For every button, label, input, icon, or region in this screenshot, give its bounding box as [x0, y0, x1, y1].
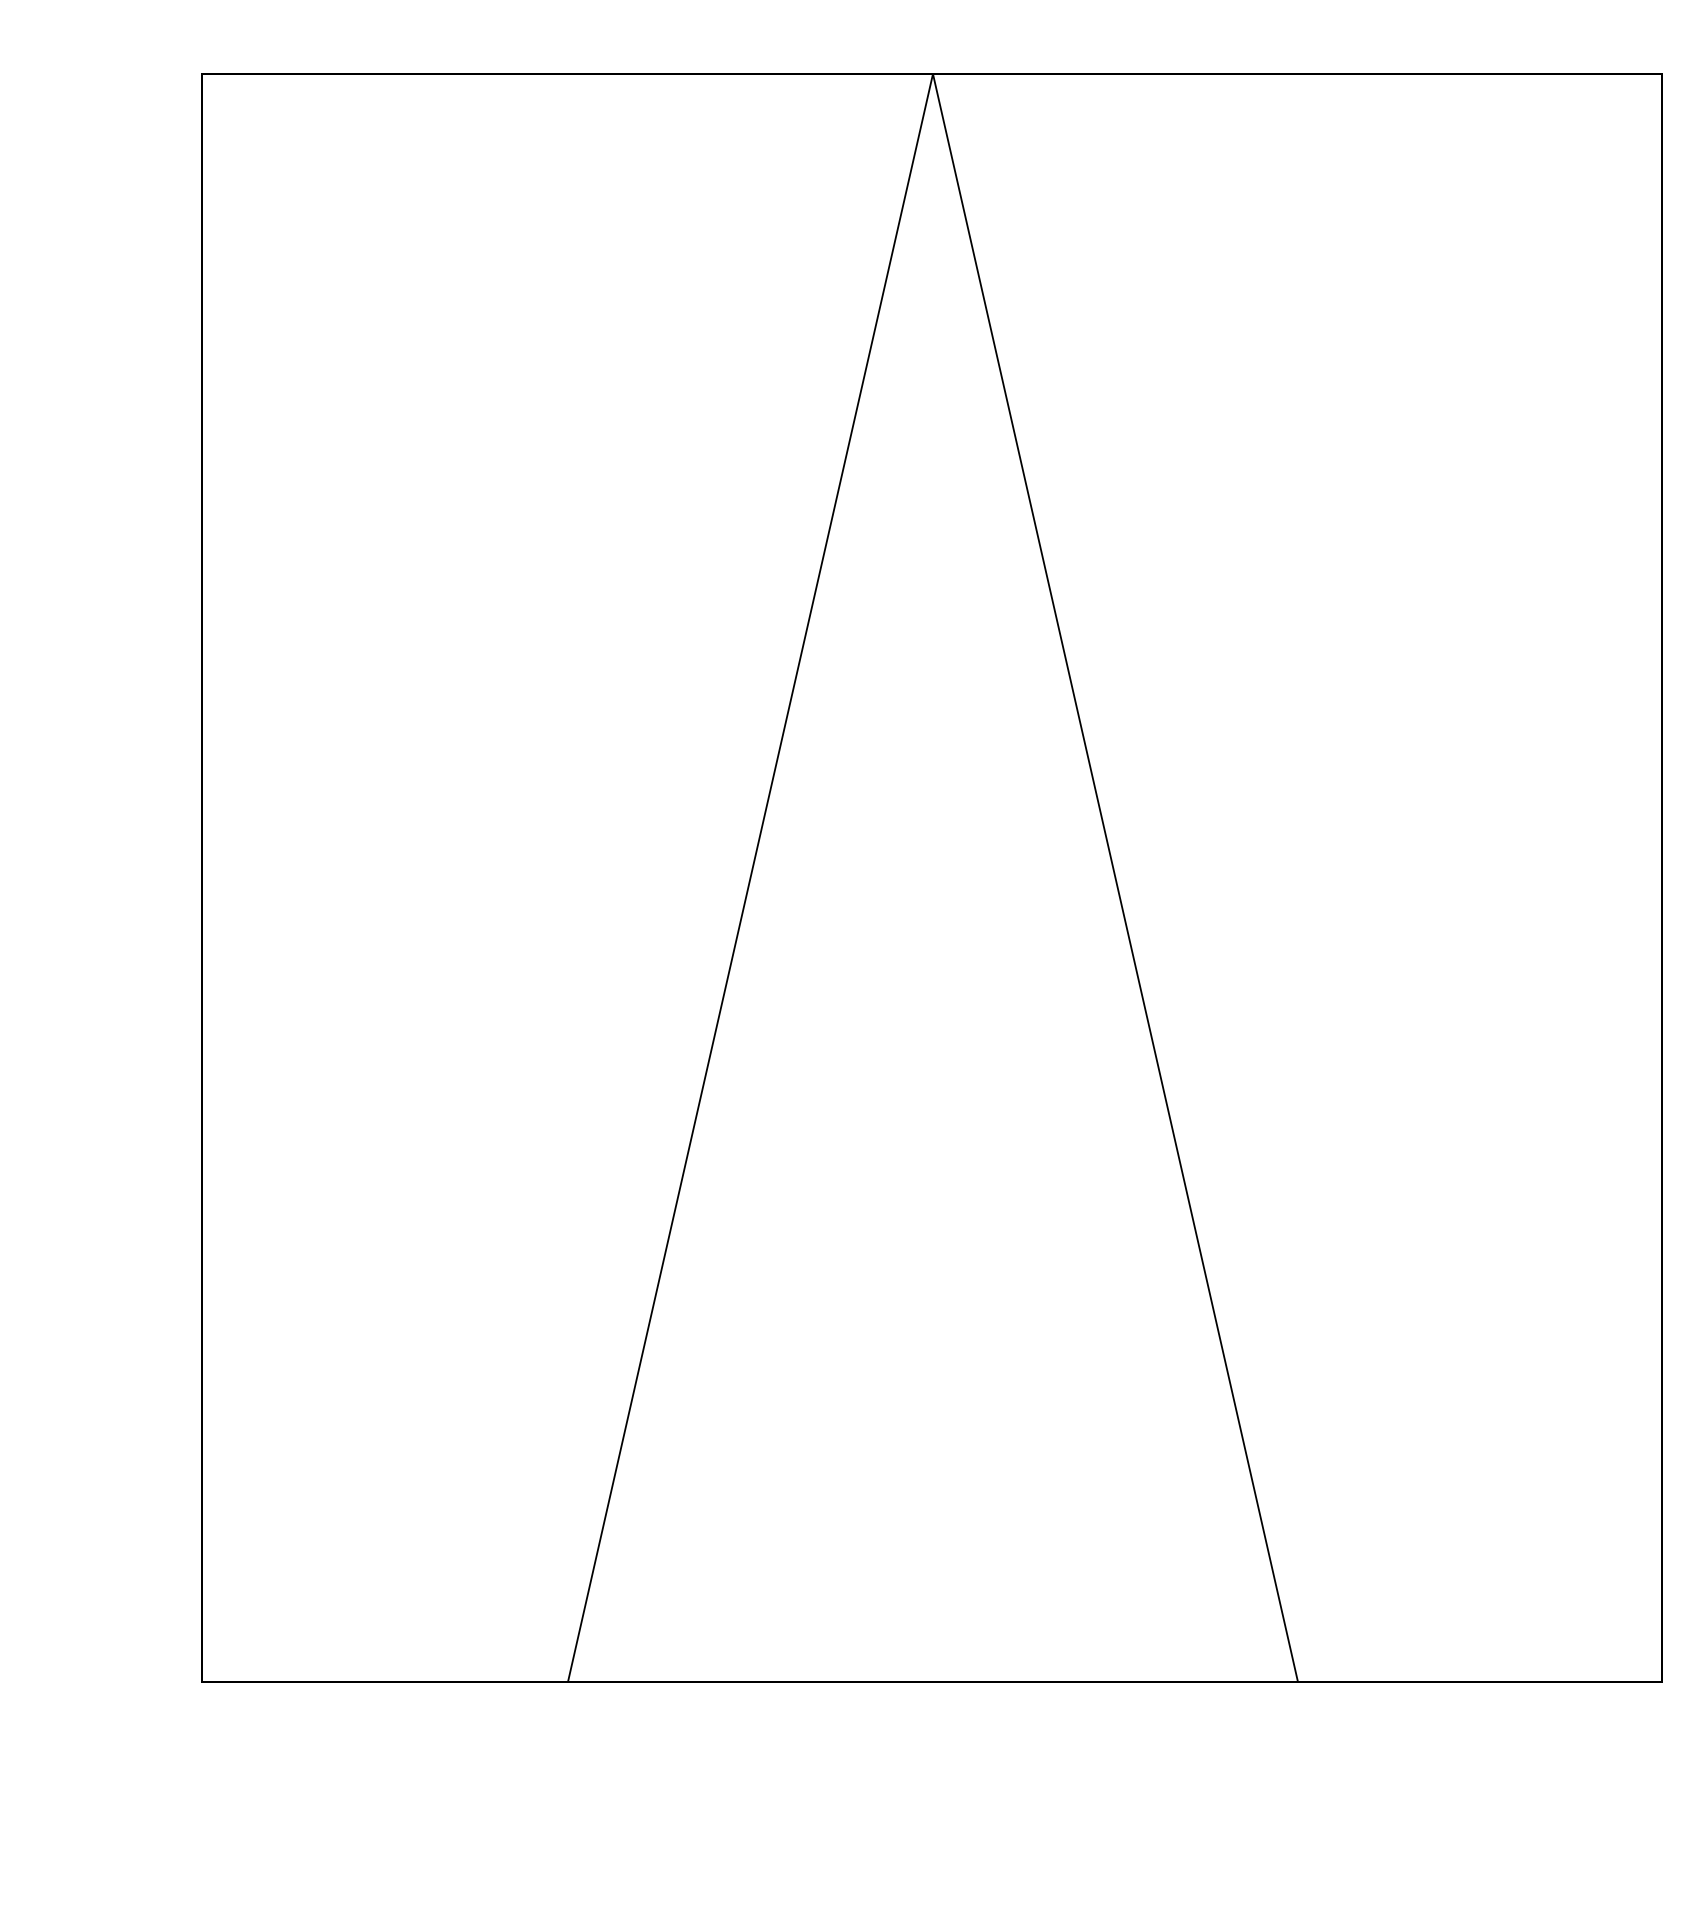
cone-left-edge: [568, 74, 933, 1682]
diagram-frame: [202, 74, 1662, 1682]
beam-cone: [568, 74, 1298, 1682]
cone-right-edge: [933, 74, 1298, 1682]
